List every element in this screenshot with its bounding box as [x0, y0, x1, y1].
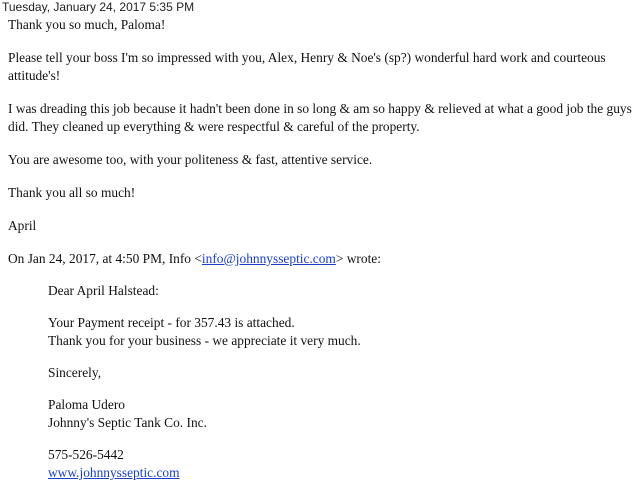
reply-paragraph-awesome: You are awesome too, with your politeness & fast, attentive service.	[8, 152, 373, 167]
attribution-email-link[interactable]: info@johnnysseptic.com	[201, 251, 336, 266]
quoted-closing: Sincerely,	[48, 365, 102, 380]
reply-signature: April	[8, 218, 37, 233]
quoted-thanks-line: Thank you for your business - we appreciate it very much.	[48, 333, 361, 348]
reply-paragraph-dreading: I was dreading this job because it hadn't been done in so long & am so happy & relieved at what a good job the guys did. They cleaned up everything & were respectful & careful of the property.	[8, 101, 632, 134]
reply-paragraph-impressed: Please tell your boss I'm so impressed with you, Alex, Henry & Noe's (sp?) wonderful hard work and courteous attitude's!	[8, 50, 606, 83]
attribution-prefix: On Jan 24, 2017, at 4:50 PM, Info <	[8, 251, 202, 266]
reply-paragraph-thanks: Thank you all so much!	[8, 185, 136, 200]
quote-attribution	[8, 250, 633, 268]
attribution-suffix: > wrote:	[335, 251, 381, 266]
quoted-company: Johnny's Septic Tank Co. Inc.	[48, 415, 207, 430]
email-body	[8, 16, 633, 482]
quoted-sender-name: Paloma Udero	[48, 397, 125, 412]
quoted-website-row	[48, 464, 633, 482]
quoted-salutation: Dear April Halstead:	[48, 283, 159, 298]
email-timestamp: Tuesday, January 24, 2017 5:35 PM	[2, 0, 195, 14]
quoted-phone: 575-526-5442	[48, 447, 124, 462]
quoted-message	[48, 268, 633, 482]
quoted-receipt-line: Your Payment receipt - for 357.43 is attached.	[48, 315, 295, 330]
reply-greeting: Thank you so much, Paloma!	[8, 17, 166, 32]
quoted-website-link[interactable]: www.johnnysseptic.com	[48, 465, 180, 480]
